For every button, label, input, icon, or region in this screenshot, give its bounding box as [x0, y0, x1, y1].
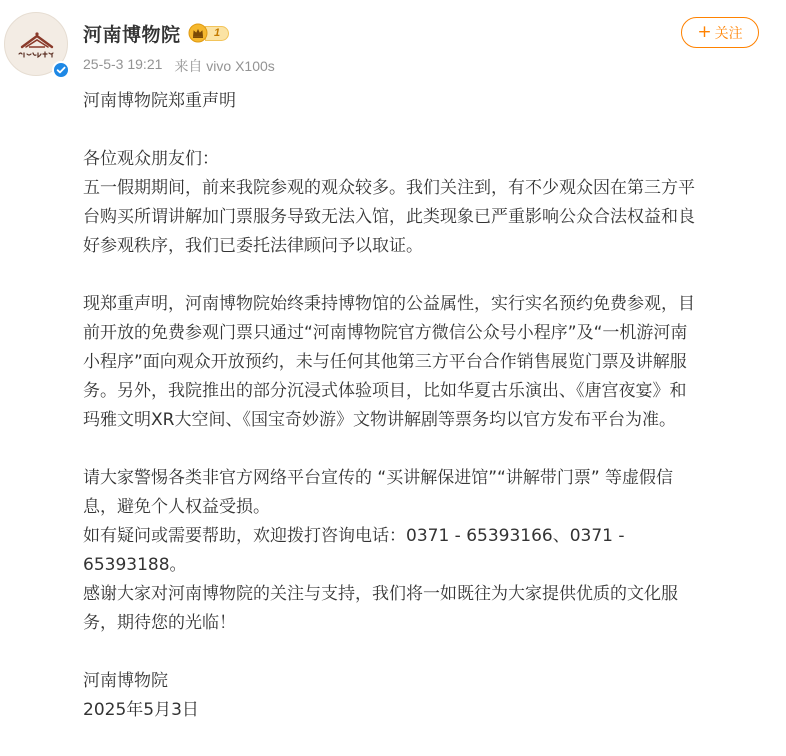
signature: 河南博物院 — [83, 671, 168, 691]
paragraph-line: 息，避免个人权益受损。 — [83, 497, 270, 517]
greeting: 各位观众朋友们： — [83, 149, 219, 169]
paragraph-3 — [83, 464, 773, 638]
paragraph-line: 请大家警惕各类非官方网络平台宣传的 “买讲解保进馆”“讲解带门票” 等虚假信 — [83, 468, 674, 488]
statement-date: 2025年5月3日 — [83, 700, 199, 720]
paragraph-line: 五一假期期间，前来我院参观的观众较多。我们关注到，有不少观众因在第三方平 — [83, 178, 695, 198]
paragraph-line: 65393188。 — [83, 555, 187, 575]
paragraph-line: 小程序”面向观众开放预约，未与任何其他第三方平台合作销售展览门票及讲解服 — [83, 352, 687, 372]
crown-icon — [188, 23, 208, 43]
verified-badge-icon — [52, 61, 70, 79]
paragraph-line: 务，期待您的光临！ — [83, 613, 236, 633]
paragraph-line: 现郑重声明，河南博物院始终秉持博物馆的公益属性，实行实名预约免费参观，目 — [83, 294, 695, 314]
paragraph-line: 务。另外，我院推出的部分沉浸式体验项目，比如华夏古乐演出、《唐宫夜宴》和 — [83, 381, 687, 401]
paragraph-line: 玛雅文明XR大空间、《国宝奇妙游》文物讲解剧等票务均以官方发布平台为准。 — [83, 410, 676, 430]
paragraph-line: 好参观秩序，我们已委托法律顾问予以取证。 — [83, 236, 423, 256]
paragraph-line: 台购买所谓讲解加门票服务导致无法入馆，此类现象已严重影响公众合法权益和良 — [83, 207, 695, 227]
post-timestamp[interactable]: 25-5-3 19:21 — [83, 56, 163, 72]
vip-badge[interactable] — [188, 24, 229, 42]
follow-button[interactable] — [681, 17, 759, 48]
post-body — [83, 87, 773, 725]
paragraph-1 — [83, 174, 773, 261]
vip-level: 1 — [205, 26, 229, 41]
paragraph-line: 感谢大家对河南博物院的关注与支持，我们将一如既往为大家提供优质的文化服 — [83, 584, 678, 604]
author-name[interactable]: 河南博物院 — [83, 23, 181, 46]
paragraph-line: 如有疑问或需要帮助，欢迎拨打咨询电话：0371 - 65393166、0371 - — [83, 526, 625, 546]
statement-title: 河南博物院郑重声明 — [83, 91, 236, 111]
post-meta — [83, 56, 275, 76]
paragraph-2 — [83, 290, 773, 435]
post-source: 来自 vivo X100s — [174, 58, 275, 74]
plus-icon: + — [697, 21, 712, 42]
author-row — [83, 20, 229, 46]
follow-button-label: 关注 — [714, 25, 743, 42]
paragraph-line: 前开放的免费参观门票只通过“河南博物院官方微信公众号小程序”及“一机游河南 — [83, 323, 688, 343]
